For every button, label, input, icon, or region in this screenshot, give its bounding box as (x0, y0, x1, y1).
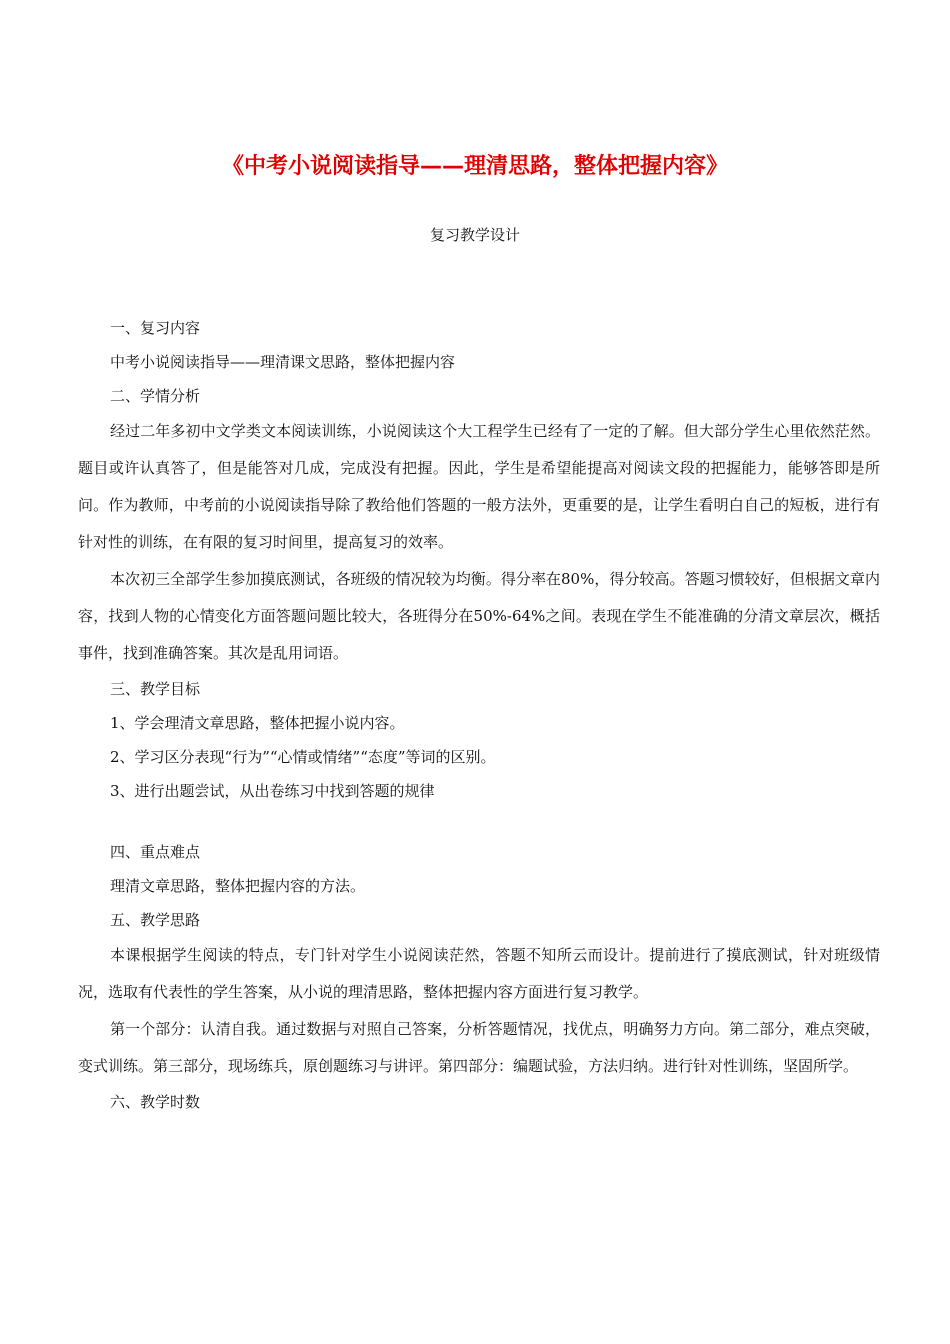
section-3-heading: 三、教学目标 (110, 680, 201, 698)
blank-line (78, 808, 880, 835)
section-5-paragraph-1: 本课根据学生阅读的特点，专门针对学生小说阅读茫然，答题不知所云而设计。提前进行了摸底测试，针对班级情况，选取有代表性的学生答案，从小说的理清思路，整体把握内容方面进行复习教学。 (78, 946, 880, 1001)
section-2-heading: 二、学情分析 (110, 387, 201, 405)
section-2-paragraph-2: 本次初三全部学生参加摸底测试，各班级的情况较为均衡。得分率在80%，得分较高。答题习惯较好，但根据文章内容，找到人物的心情变化方面答题问题比较大，各班得分在50%-64%之间。表现在学生不能准确的分清文章层次，概括事件，找到准确答案。其次是乱用词语。 (78, 570, 880, 662)
section-5-paragraph-2: 第一个部分：认清自我。通过数据与对照自己答案，分析答题情况，找优点，明确努力方向。第二部分，难点突破，变式训练。第三部分，现场练兵，原创题练习与讲评。第四部分：编题试验，方法归纳。进行针对性训练，坚固所学。 (78, 1020, 880, 1075)
section-4-text: 理清文章思路，整体把握内容的方法。 (110, 877, 366, 895)
section-4-heading: 四、重点难点 (110, 843, 201, 861)
document-subtitle: 复习教学设计 (429, 226, 520, 244)
section-1-text: 中考小说阅读指导——理清课文思路，整体把握内容 (110, 353, 456, 371)
section-2-paragraph-1: 经过二年多初中文学类文本阅读训练，小说阅读这个大工程学生已经有了一定的了解。但大部分学生心里依然茫然。题目或许认真答了，但是能答对几成，完成没有把握。因此，学生是希望能提高对阅读文段的把握能力，能够答即是所问。作为教师，中考前的小说阅读指导除了教给他们答题的一般方法外，更重要的是，让学生看明白自己的短板，进行有针对性的训练，在有限的复习时间里，提高复习的效率。 (78, 422, 880, 551)
document-body (78, 311, 880, 1119)
section-5-heading: 五、教学思路 (110, 911, 201, 929)
section-3-item-1: 1、学会理清文章思路，整体把握小说内容。 (110, 714, 405, 732)
section-3-item-2: 2、学习区分表现“行为”“心情或情绪”“态度”等词的区别。 (110, 748, 496, 766)
document-title: 《中考小说阅读指导——理清思路，整体把握内容》 (221, 154, 728, 179)
section-1-heading: 一、复习内容 (110, 319, 201, 337)
section-3-item-3: 3、进行出题尝试，从出卷练习中找到答题的规律 (110, 782, 435, 800)
section-6-heading: 六、教学时数 (110, 1093, 201, 1111)
